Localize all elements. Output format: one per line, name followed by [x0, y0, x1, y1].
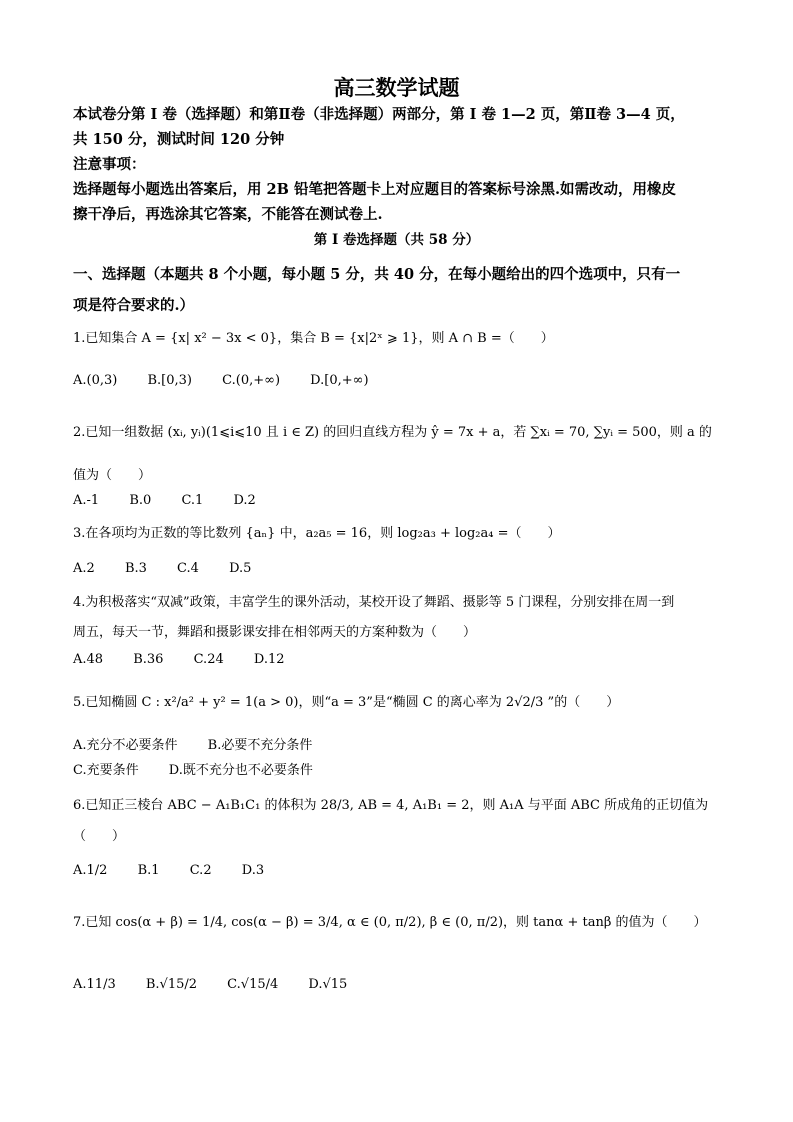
question-5-options-row-1: [73, 737, 733, 755]
question-5-options-row-2: [73, 762, 733, 780]
option-a: A.2: [73, 561, 95, 576]
question-6-stem-line-1: 6.已知正三棱台 ABC − A₁B₁C₁ 的体积为 28/3, AB = 4, A₁B₁ = 2，则 A₁A 与平面 ABC 所成角的正切值为: [73, 798, 709, 813]
question-6-stem-line-2: （ ）: [73, 829, 126, 844]
option-d: D.2: [233, 493, 256, 508]
question-2-stem-line-1: 2.已知一组数据 (xᵢ, yᵢ)(1⩽i⩽10 且 i ∈ Z) 的回归直线方程为 ŷ = 7x + a，若 ∑xᵢ = 70, ∑yᵢ = 500，则 a 的: [73, 425, 712, 440]
question-3-options: [73, 560, 733, 578]
option-c: C.充要条件: [73, 763, 139, 778]
option-d: D.既不充分也不必要条件: [168, 763, 313, 778]
option-a: A.1/2: [73, 863, 108, 878]
section-heading-line-1: 一、选择题（本题共 8 个小题，每小题 5 分，共 40 分，在每小题给出的四个选项中，只有一: [73, 266, 681, 283]
question-2-stem-line-2: 值为（ ）: [73, 468, 152, 483]
option-a: A.充分不必要条件: [73, 738, 178, 753]
notice-line-2: 擦干净后，再选涂其它答案，不能答在测试卷上.: [73, 206, 383, 223]
option-b: B.0: [129, 493, 152, 508]
question-6-options: [73, 862, 733, 880]
question-7-options: [73, 976, 733, 994]
option-c: C.24: [193, 652, 224, 667]
option-c: C.(0,+∞): [222, 373, 281, 388]
question-1-stem: 1.已知集合 A = {x| x² − 3x < 0}，集合 B = {x|2ˣ ⩾ 1}，则 A ∩ B =（ ）: [73, 331, 554, 346]
option-a: A.48: [73, 652, 104, 667]
option-a: A.-1: [73, 493, 100, 508]
option-b: B.[0,3): [147, 373, 192, 388]
option-d: D.5: [229, 561, 252, 576]
option-d: D.[0,+∞): [310, 373, 369, 388]
option-c: C.√15/4: [227, 977, 279, 992]
option-b: B.1: [137, 863, 160, 878]
question-5-stem: 5.已知椭圆 C : x²/a² + y² = 1(a > 0)，则“a = 3”是“椭圆 C 的离心率为 2√2/3 ”的（ ）: [73, 695, 620, 710]
notice-line-1: 选择题每小题选出答案后，用 2B 铅笔把答题卡上对应题目的答案标号涂黑.如需改动，用橡皮: [73, 181, 676, 198]
question-4-stem-line-2: 周五，每天一节，舞蹈和摄影课安排在相邻两天的方案种数为（ ）: [73, 625, 477, 640]
option-b: B.必要不充分条件: [207, 738, 313, 753]
option-a: A.11/3: [73, 977, 116, 992]
option-a: A.(0,3): [73, 373, 118, 388]
page-title: 高三数学试题: [333, 75, 460, 100]
notice-heading: 注意事项：: [73, 156, 146, 173]
option-d: D.3: [241, 863, 265, 878]
question-4-options: [73, 651, 733, 669]
intro-line-1: 本试卷分第 I 卷（选择题）和第Ⅱ卷（非选择题）两部分，第 I 卷 1—2 页，第Ⅱ卷 3—4 页，: [73, 106, 685, 123]
option-b: B.36: [133, 652, 164, 667]
option-b: B.3: [124, 561, 147, 576]
question-1-options: [73, 372, 733, 390]
option-d: D.12: [253, 652, 285, 667]
option-b: B.√15/2: [145, 977, 198, 992]
option-d: D.√15: [308, 977, 348, 992]
question-4-stem-line-1: 4.为积极落实“双减”政策，丰富学生的课外活动，某校开设了舞蹈、摄影等 5 门课程，分别安排在周一到: [73, 595, 675, 610]
option-c: C.2: [189, 863, 212, 878]
section-heading-line-2: 项是符合要求的.）: [73, 297, 195, 314]
option-c: C.4: [177, 561, 199, 576]
part-heading: 第 I 卷选择题（共 58 分）: [313, 232, 480, 248]
intro-line-2: 共 150 分，测试时间 120 分钟: [73, 131, 285, 148]
question-2-options: [73, 492, 733, 510]
question-3-stem: 3.在各项均为正数的等比数列 {aₙ} 中，a₂a₅ = 16，则 log₂a₃ + log₂a₄ =（ ）: [73, 526, 561, 541]
question-7-stem: 7.已知 cos(α + β) = 1/4, cos(α − β) = 3/4, α ∈ (0, π/2), β ∈ (0, π/2)，则 tanα + tanβ 的值为（ ）: [73, 915, 707, 930]
option-c: C.1: [181, 493, 204, 508]
